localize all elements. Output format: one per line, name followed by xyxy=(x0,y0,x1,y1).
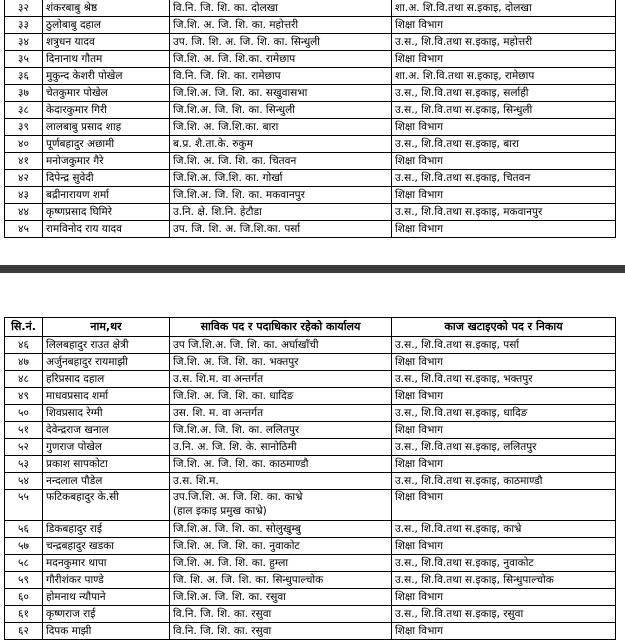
row-sn: ३७ xyxy=(5,85,43,102)
row-sn: ४५ xyxy=(5,221,43,238)
row-name: अर्जुनबहादुर रायमाझी xyxy=(43,354,170,371)
row-name: नन्दलाल पौडेल xyxy=(43,473,170,490)
row-previous-post: जि.शि. अ. जि. शि. का. धादिङ xyxy=(170,388,392,405)
row-sn: ६२ xyxy=(5,623,43,640)
row-name: दिपेन्द्र सुवेदी xyxy=(43,170,170,187)
table-row xyxy=(5,490,616,521)
row-name: ठुलोबाबु दहाल xyxy=(43,17,170,34)
row-sn: ५८ xyxy=(5,555,43,572)
table-row xyxy=(5,388,616,405)
row-previous-post: जि.शि. अ. जि. शि. का. भक्तपुर xyxy=(170,354,392,371)
row-name: मनोजकुमार गैरे xyxy=(43,153,170,170)
table-row xyxy=(5,555,616,572)
row-previous-post: ब.प्र. शै.ता.के. रुकुम xyxy=(170,136,392,153)
row-new-post: शिक्षा विभाग xyxy=(392,422,616,439)
row-previous-post: जि.शि. अ. जि. शि. का. हुम्ला xyxy=(170,555,392,572)
row-new-post: उ.स., शि.वि.तथा स.इकाइ, काभ्रे xyxy=(392,521,616,538)
page-gap xyxy=(0,273,625,317)
table-row xyxy=(5,589,616,606)
row-name: हरिप्रसाद दहाल xyxy=(43,371,170,388)
row-new-post: शिक्षा विभाग xyxy=(392,51,616,68)
row-sn: ३६ xyxy=(5,68,43,85)
table-row xyxy=(5,572,616,589)
row-new-post: उ.स., शि.वि.तथा स.इकाइ, पर्सा xyxy=(392,337,616,354)
row-sn: ४१ xyxy=(5,153,43,170)
row-name: गौरीशंकर पाण्डे xyxy=(43,572,170,589)
row-previous-post: जि.शि. अ. जि. शि. का. काठमाण्डौ xyxy=(170,456,392,473)
row-sn: ४२ xyxy=(5,170,43,187)
header-sn: सि.नं. xyxy=(5,318,43,337)
row-sn: ५४ xyxy=(5,473,43,490)
table-row xyxy=(5,204,616,221)
row-new-post: शिक्षा विभाग xyxy=(392,589,616,606)
row-name: डिकबहादुर राई xyxy=(43,521,170,538)
table-row xyxy=(5,0,616,17)
row-new-post: उ.स., शि.वि.तथा स.इकाइ, ललितपुर xyxy=(392,439,616,456)
row-name: मदनकुमार थापा xyxy=(43,555,170,572)
row-previous-post: जि.शि.अ. जि. शि. का. ललितपुर xyxy=(170,422,392,439)
row-sn: ४० xyxy=(5,136,43,153)
row-previous-post: जि.शि.अ. जि.शि. का. गोर्खा xyxy=(170,170,392,187)
row-new-post: उ.स., शि.वि.तथा स.इकाइ, काठमाण्डौ xyxy=(392,473,616,490)
table-row xyxy=(5,85,616,102)
row-new-post: शिक्षा विभाग xyxy=(392,388,616,405)
row-name: फटिकबहादुर के.सी xyxy=(43,490,170,521)
row-new-post: उ.स., शि.वि.तथा स.इकाइ, रसुवा xyxy=(392,606,616,623)
row-previous-post: जि.शि. अ. जि. शि.का. रामेछाप xyxy=(170,51,392,68)
row-name: शिवप्रसाद रेग्मी xyxy=(43,405,170,422)
row-sn: ४९ xyxy=(5,388,43,405)
row-new-post: शिक्षा विभाग xyxy=(392,538,616,555)
row-previous-post: जि.शि.अ. जि. शि. का. मकवानपुर xyxy=(170,187,392,204)
row-sn: ४४ xyxy=(5,204,43,221)
row-new-post: उ.स., शि.वि.तथा स.इकाइ, सिन्धुली xyxy=(392,102,616,119)
row-sn: ५३ xyxy=(5,456,43,473)
row-new-post: शिक्षा विभाग xyxy=(392,354,616,371)
row-new-post: शिक्षा विभाग xyxy=(392,119,616,136)
row-sn: ५१ xyxy=(5,422,43,439)
row-previous-post: जि.शि. अ. जि. शि. का. महोत्तरी xyxy=(170,17,392,34)
row-new-post: उ.स., शि.वि.तथा स.इकाइ, चितवन xyxy=(392,170,616,187)
header-name: नाम,थर xyxy=(43,318,170,337)
row-previous-post: उ.नि. अ. जि. शि. के. सानोठिमी xyxy=(170,439,392,456)
row-sn: ३९ xyxy=(5,119,43,136)
row-sn: ५२ xyxy=(5,439,43,456)
table-row xyxy=(5,68,616,85)
row-previous-post: उ.स. शि.म. वा अन्तर्गत xyxy=(170,371,392,388)
table-row xyxy=(5,187,616,204)
row-previous-post: जि.शि.अ. जि. शि. का. रसुवा xyxy=(170,589,392,606)
row-previous-post: जि.शि. अ. जि.शि.का. बारा xyxy=(170,119,392,136)
row-name: लालबाबु प्रसाद शाह xyxy=(43,119,170,136)
table-row xyxy=(5,119,616,136)
row-previous-post: उ.नि. क्षे. शि.नि. हेटौडा xyxy=(170,204,392,221)
row-previous-post: जि.शि. अ. जि. शि. का. चितवन xyxy=(170,153,392,170)
row-name: रामविनोद राय यादव xyxy=(43,221,170,238)
row-sn: ५५ xyxy=(5,490,43,521)
row-name: गुणराज पोखेल xyxy=(43,439,170,456)
row-name: पूर्णबहादुर अछामी xyxy=(43,136,170,153)
row-sn: ४६ xyxy=(5,337,43,354)
row-sn: ६० xyxy=(5,589,43,606)
header-previous-post: साविक पद र पदाधिकार रहेको कार्यालय xyxy=(170,318,392,337)
row-new-post: शिक्षा विभाग xyxy=(392,623,616,640)
row-name: देवेन्द्रराज खनाल xyxy=(43,422,170,439)
row-previous-post: जि.शि.अ. जि. शि. का. सोलुखुम्बु xyxy=(170,521,392,538)
row-new-post: शा.अ. शि.वि.तथा स.इकाइ, दोलखा xyxy=(392,0,616,17)
row-previous-post: उप. जि. शि. अ. जि.शि.का. पर्सा xyxy=(170,221,392,238)
row-previous-post-note: (हाल इकाइ प्रमुख काभ्रे) xyxy=(173,505,267,517)
row-new-post: उ.स., शि.वि.तथा स.इकाइ, बारा xyxy=(392,136,616,153)
row-previous-post: उ.स. शि.म. xyxy=(170,473,392,490)
table-row xyxy=(5,102,616,119)
row-sn: ५९ xyxy=(5,572,43,589)
row-name: होमनाथ न्यौपाने xyxy=(43,589,170,606)
top-table-body xyxy=(5,0,616,238)
row-name: शत्रुधन यादव xyxy=(43,34,170,51)
row-sn: ३५ xyxy=(5,51,43,68)
row-new-post: उ.स., शि.वि.तथा स.इकाइ, सिन्धुपाल्चोक xyxy=(392,572,616,589)
row-previous-post: उस. शि. म. वा अन्तर्गत xyxy=(170,405,392,422)
row-previous-post: वि.नि. जि. शि. का. रामेछाप xyxy=(170,68,392,85)
row-previous-post: जि.शि.अ. जि. शि. का. सिन्धुली xyxy=(170,102,392,119)
row-sn: ६१ xyxy=(5,606,43,623)
table-row xyxy=(5,170,616,187)
bottom-table xyxy=(4,317,616,640)
table-row xyxy=(5,623,616,640)
row-name: लिलबहादुर राउत क्षेत्री xyxy=(43,337,170,354)
row-previous-post: वि.नि. जि. शि. का. रसुवा xyxy=(170,606,392,623)
table-row xyxy=(5,538,616,555)
table-row xyxy=(5,439,616,456)
row-previous-post xyxy=(170,490,392,521)
table-row xyxy=(5,34,616,51)
table-row xyxy=(5,473,616,490)
table-row xyxy=(5,354,616,371)
header-new-post: काज खटाइएको पद र निकाय xyxy=(392,318,616,337)
row-name: मुकुन्द केशरी पोखेल xyxy=(43,68,170,85)
table-row xyxy=(5,405,616,422)
table-row xyxy=(5,606,616,623)
row-name: प्रकाश सापकोटा xyxy=(43,456,170,473)
row-previous-post: जि.शि. अ. जि. शि. का. नुवाकोट xyxy=(170,538,392,555)
row-previous-post: वि.नि. जि. शि. का. रसुवा xyxy=(170,623,392,640)
row-previous-post: जि.शि.अ. जि. शि. का. सखुवासभा xyxy=(170,85,392,102)
row-new-post: उ.स., शि.वि.तथा स.इकाइ, धादिङ xyxy=(392,405,616,422)
row-name: कृष्णराज राई xyxy=(43,606,170,623)
row-name: चन्द्रबहादुर खडका xyxy=(43,538,170,555)
row-new-post: उ.स., शि.वि.तथा स.इकाइ, सर्लाही xyxy=(392,85,616,102)
table-row xyxy=(5,17,616,34)
page-divider xyxy=(0,265,625,273)
row-new-post: उ.स., शि.वि.तथा स.इकाइ, नुवाकोट xyxy=(392,555,616,572)
row-previous-post-main: उप.जि.शि. अ. जि. शि. का. काभ्रे xyxy=(173,491,303,503)
bottom-table-body xyxy=(5,337,616,640)
row-name: कृष्णप्रसाद घिमिरे xyxy=(43,204,170,221)
row-sn: ३३ xyxy=(5,17,43,34)
header-row xyxy=(5,318,616,337)
row-previous-post: जि. शि. अ. जि. शि. का. सिन्धुपाल्चोक xyxy=(170,572,392,589)
top-table xyxy=(4,0,616,238)
row-new-post: शिक्षा विभाग xyxy=(392,187,616,204)
table-row xyxy=(5,521,616,538)
row-name: चेतकुमार पोखेल xyxy=(43,85,170,102)
table-row xyxy=(5,371,616,388)
row-new-post: शा.अ. शि.वि.तथा स.इकाइ, रामेछाप xyxy=(392,68,616,85)
row-sn: ३८ xyxy=(5,102,43,119)
row-name: केदारकुमार गिरी xyxy=(43,102,170,119)
row-name: दिपक माझी xyxy=(43,623,170,640)
row-sn: ४८ xyxy=(5,371,43,388)
row-new-post: उ.स., शि.वि.तथा स.इकाइ, महोत्तरी xyxy=(392,34,616,51)
row-new-post: शिक्षा विभाग xyxy=(392,456,616,473)
table-row xyxy=(5,422,616,439)
table-row xyxy=(5,337,616,354)
row-name: बद्रीनारायण शर्मा xyxy=(43,187,170,204)
row-new-post: शिक्षा विभाग xyxy=(392,490,616,521)
table-row xyxy=(5,153,616,170)
row-name: माधवप्रसाद शर्मा xyxy=(43,388,170,405)
row-name: दिनानाथ गौतम xyxy=(43,51,170,68)
row-new-post: शिक्षा विभाग xyxy=(392,221,616,238)
row-previous-post: उप. जि. शि. अ. जि. शि. का. सिन्धुली xyxy=(170,34,392,51)
row-sn: ४३ xyxy=(5,187,43,204)
row-sn: ३२ xyxy=(5,0,43,17)
row-sn: ५० xyxy=(5,405,43,422)
table-row xyxy=(5,51,616,68)
row-new-post: उ.स., शि.वि.तथा स.इकाइ, भक्तपुर xyxy=(392,371,616,388)
row-sn: ५७ xyxy=(5,538,43,555)
row-name: शंकरबाबु श्रेष्ठ xyxy=(43,0,170,17)
row-previous-post: उप जि.शि.अ. जि. शि. का. अर्घाखाँची xyxy=(170,337,392,354)
row-new-post: शिक्षा विभाग xyxy=(392,17,616,34)
row-previous-post: वि.नि. जि. शि. का. दोलखा xyxy=(170,0,392,17)
row-new-post: उ.स., शि.वि.तथा स.इकाइ, मकवानपुर xyxy=(392,204,616,221)
table-row xyxy=(5,221,616,238)
table-row xyxy=(5,456,616,473)
row-sn: ३४ xyxy=(5,34,43,51)
row-sn: ४७ xyxy=(5,354,43,371)
table-row xyxy=(5,136,616,153)
row-sn: ५६ xyxy=(5,521,43,538)
row-new-post: शिक्षा विभाग xyxy=(392,153,616,170)
